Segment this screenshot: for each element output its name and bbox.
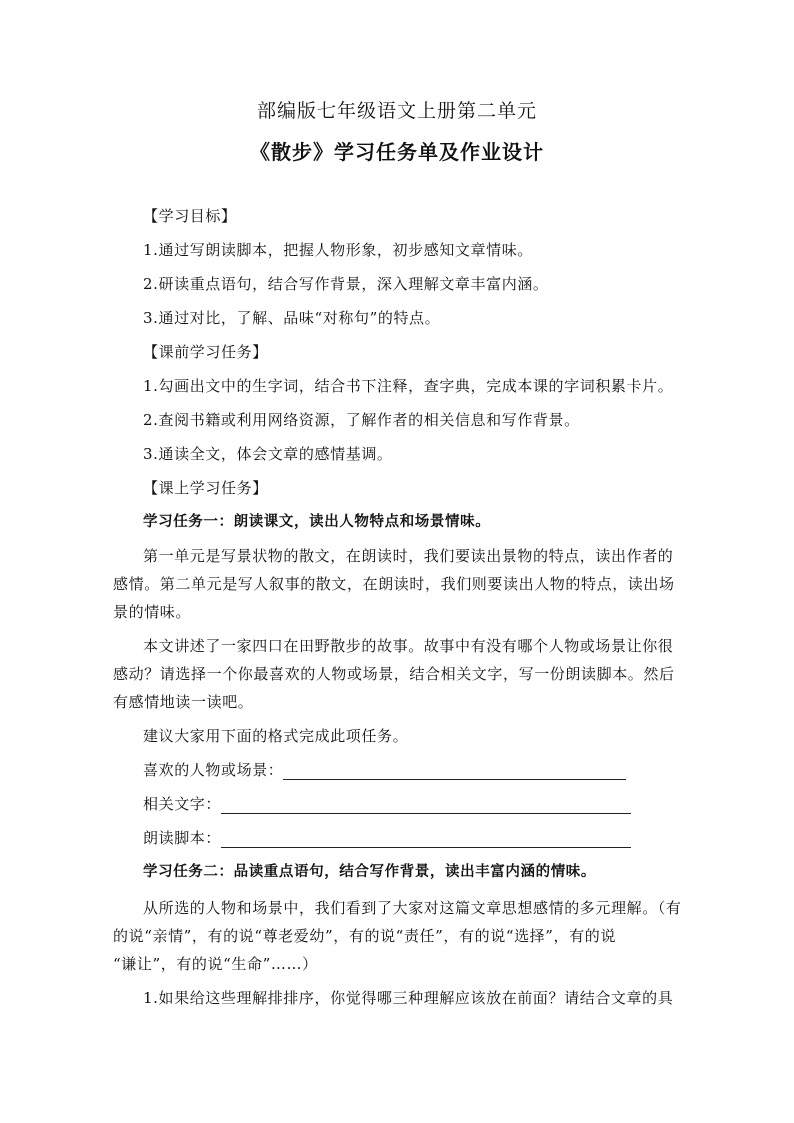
pre-task-item: 1.勾画出文中的生字词，结合书下注释，查字典，完成本课的字词积累卡片。: [143, 377, 674, 395]
form-blank-line[interactable]: [283, 763, 626, 780]
task1-paragraph1-line: 第一单元是写景状物的散文，在朗读时，我们要读出景物的特点，读出作者的: [143, 547, 674, 565]
goal-item: 2.研读重点语句，结合写作背景，深入理解文章丰富内涵。: [143, 275, 549, 293]
document-subtitle: 《散步》学习任务单及作业设计: [250, 140, 544, 164]
pre-tasks-heading: 【课前学习任务】: [143, 343, 268, 361]
task2-paragraph1-line: 从所选的人物和场景中，我们看到了大家对这篇文章思想感情的多元理解。（有: [143, 899, 682, 917]
goal-item: 1.通过写朗读脚本，把握人物形象，初步感知文章情味。: [143, 241, 533, 259]
in-class-heading: 【课上学习任务】: [143, 479, 268, 497]
goals-heading: 【学习目标】: [143, 207, 237, 225]
goal-item: 3.通过对比，了解、品味“对称句”的特点。: [143, 309, 441, 327]
task1-paragraph1-line: 感情。第二单元是写人叙事的散文，在朗读时，我们则要读出人物的特点，读出场: [113, 575, 675, 593]
task1-paragraph2-line: 感动？请选择一个你最喜欢的人物或场景，结合相关文字，写一份朗读脚本。然后: [113, 665, 675, 683]
task1-title: 学习任务一：朗读课文，读出人物特点和场景情味。: [143, 514, 491, 530]
task2-title: 学习任务二：品读重点语句，结合写作背景，读出丰富内涵的情味。: [143, 864, 596, 880]
form-row-script: [143, 828, 631, 848]
pre-task-item: 3.通读全文，体会文章的感情基调。: [143, 445, 393, 463]
form-blank-line[interactable]: [221, 831, 631, 848]
task1-paragraph2-line: 有感情地读一读吧。: [113, 693, 254, 711]
form-row-character: [143, 760, 626, 780]
form-label: 相关文字：: [143, 795, 222, 813]
document-title: 部编版七年级语文上册第二单元: [256, 100, 537, 122]
task1-paragraph1-line: 景的情味。: [113, 603, 192, 621]
task2-paragraph1-line: “谦让”，有的说“生命”……）: [113, 955, 318, 973]
form-row-related-text: [143, 794, 631, 814]
form-label: 喜欢的人物或场景：: [143, 761, 284, 779]
form-blank-line[interactable]: [221, 797, 631, 814]
pre-task-item: 2.查阅书籍或利用网络资源，了解作者的相关信息和写作背景。: [143, 411, 580, 429]
task1-paragraph2-line: 本文讲述了一家四口在田野散步的故事。故事中有没有哪个人物或场景让你很: [143, 637, 674, 655]
form-label: 朗读脚本：: [143, 829, 222, 847]
task1-paragraph3: 建议大家用下面的格式完成此项任务。: [143, 727, 409, 745]
task2-paragraph1-line: 的说“亲情”，有的说“尊老爱幼”，有的说“责任”，有的说“选择”，有的说: [113, 927, 616, 945]
task2-question1: 1.如果给这些理解排排序，你觉得哪三种理解应该放在前面？请结合文章的具: [143, 989, 674, 1007]
